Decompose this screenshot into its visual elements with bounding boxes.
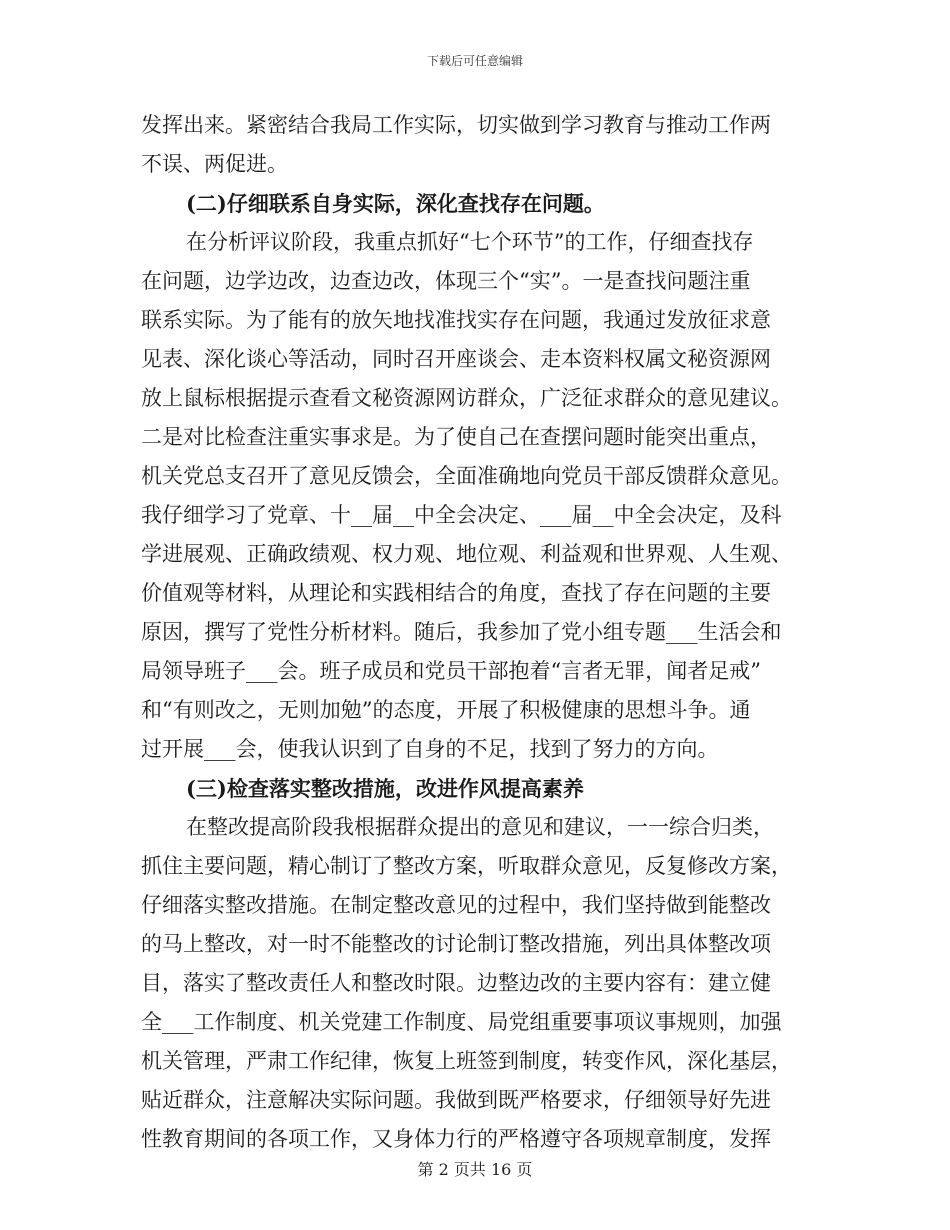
text-line: 二是对比检查注重实事求是。为了使自己在查摆问题时能突出重点， (141, 425, 771, 449)
text-line: 抓住主要问题，精心制订了整改方案，听取群众意见，反复修改方案， (141, 854, 792, 878)
text-line: 局领导班子___会。班子成员和党员干部抱着“言者无罪，闻者足戒” (141, 659, 761, 683)
text-line: 机关管理，严肃工作纪律，恢复上班签到制度，转变作风，深化基层， (141, 1049, 792, 1073)
text-line: 贴近群众，注意解决实际问题。我做到既严格要求，仔细领导好先进 (141, 1088, 771, 1112)
page-footer: 第 2 页共 16 页 (417, 1160, 533, 1179)
text-line: 价值观等材料，从理论和实践相结合的角度，查找了存在问题的主要 (141, 581, 771, 605)
body-text (141, 106, 816, 1159)
text-line: 放上鼠标根据提示查看文秘资源网访群众，广泛征求群众的意见建议。 (141, 386, 792, 410)
text-line: 全___工作制度、机关党建工作制度、局党组重要事项议事规则，加强 (141, 1010, 782, 1034)
text-line: 发挥出来。紧密结合我局工作实际，切实做到学习教育与推动工作两 (141, 113, 771, 137)
section-heading: (三)检查落实整改措施，改进作风提高素养 (186, 776, 584, 801)
text-line: 目，落实了整改责任人和整改时限。边整边改的主要内容有：建立健 (141, 971, 771, 995)
section-heading: (二)仔细联系自身实际，深化查找存在问题。 (186, 191, 605, 216)
text-line: 仔细落实整改措施。在制定整改意见的过程中，我们坚持做到能整改 (141, 893, 771, 917)
text-line: 原因，撰写了党性分析材料。随后，我参加了党小组专题___生活会和 (141, 620, 782, 644)
text-line: 在分析评议阶段，我重点抓好“七个环节”的工作，仔细查找存 (186, 230, 754, 254)
text-line: 和“有则改之，无则加勉”的态度，开展了积极健康的思想斗争。通 (141, 698, 751, 722)
text-line: 在问题，边学边改，边查边改，体现三个“实”。一是查找问题注重 (141, 269, 751, 293)
text-line: 的马上整改，对一时不能整改的讨论制订整改措施，列出具体整改项 (141, 932, 771, 956)
text-line: 我仔细学习了党章、十__届__中全会决定、___届__中全会决定，及科 (141, 503, 782, 527)
text-line: 在整改提高阶段我根据群众提出的意见和建议，一一综合归类， (186, 815, 774, 839)
header-note: 下载后可任意编辑 (426, 54, 523, 68)
text-line: 学进展观、正确政绩观、权力观、地位观、利益观和世界观、人生观、 (141, 542, 792, 566)
text-line: 见表、深化谈心等活动，同时召开座谈会、走本资料权属文秘资源网 (141, 347, 771, 371)
text-line: 性教育期间的各项工作，又身体力行的严格遵守各项规章制度，发挥 (141, 1127, 771, 1151)
text-line: 过开展___会，使我认识到了自身的不足，找到了努力的方向。 (141, 737, 719, 761)
text-line: 不误、两促进。 (141, 152, 288, 176)
text-line: 联系实际。为了能有的放矢地找准找实存在问题，我通过发放征求意 (141, 308, 771, 332)
text-line: 机关党总支召开了意见反馈会，全面准确地向党员干部反馈群众意见。 (141, 464, 792, 488)
